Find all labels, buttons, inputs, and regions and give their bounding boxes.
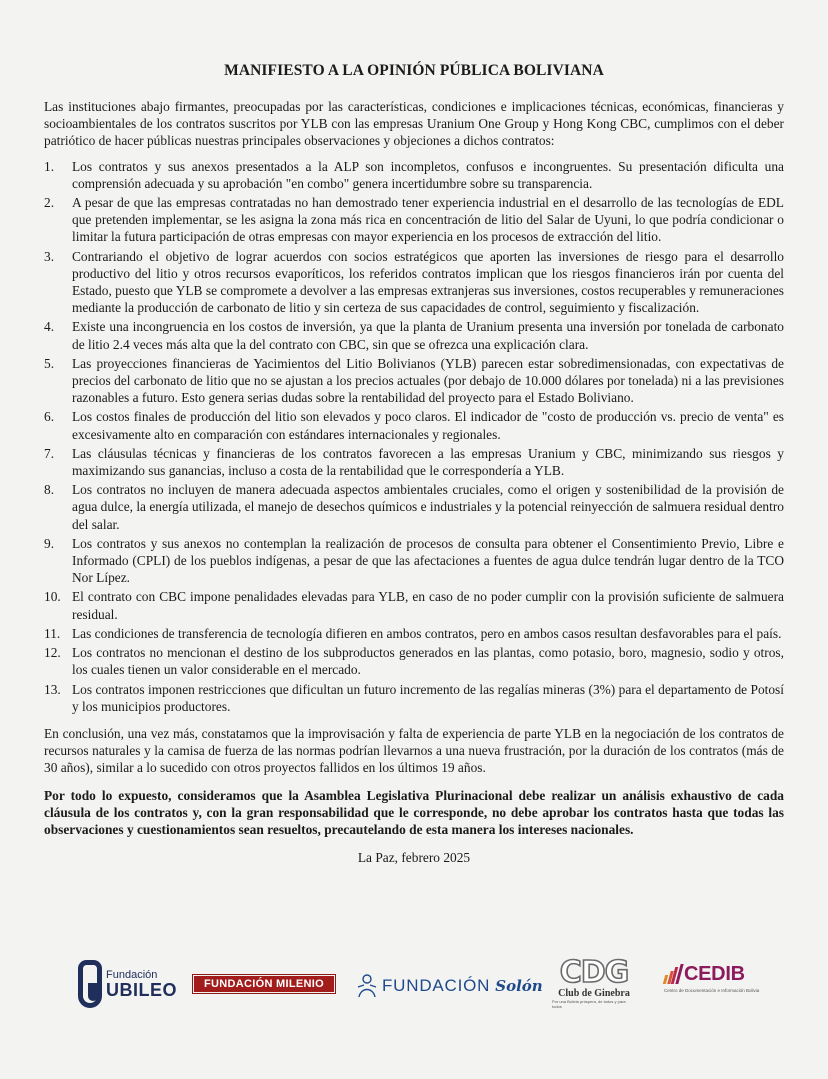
observation-item bbox=[44, 625, 784, 642]
observation-item bbox=[44, 481, 784, 533]
solon-text: FUNDACIÓN bbox=[382, 976, 491, 995]
observation-item bbox=[44, 248, 784, 317]
cedib-word: CEDIB bbox=[684, 963, 745, 985]
observation-text: Los contratos y sus anexos no contemplan la realización de procesos de consulta para obtener el Consentimiento Previo, Libre e Informado (CPLI) de los pueblos indígenas, a pesar de que las afectaciones a fuentes de agua dulce tendrán lugar dentro de la TCO Nor Lípez. bbox=[72, 535, 784, 586]
observation-item bbox=[44, 318, 784, 352]
jubileo-small-text: Fundación bbox=[106, 968, 158, 981]
cdg-tagline: Por una Bolivia próspera, de todos y para todos bbox=[552, 999, 626, 1009]
solon-signature: Solón bbox=[495, 977, 543, 995]
observation-text: Los contratos no incluyen de manera adecuada aspectos ambientales cruciales, como el origen y sostenibilidad de la provisión de agua dulce, la energía utilizada, el manejo de desechos químicos e industriales y la potencial reinyección de salmuera residual dentro del salar. bbox=[72, 482, 784, 532]
observation-item bbox=[44, 355, 784, 407]
observation-number: 7. bbox=[44, 445, 55, 461]
observations-list bbox=[44, 158, 784, 715]
observation-text: Existe una incongruencia en los costos de inversión, ya que la planta de Uranium presenta una inversión por tonelada de carbonato de litio 2.4 veces más alta que la del contrato con CBC, sin que se ofrezca una explicación clara. bbox=[72, 319, 784, 352]
jubileo-big-text: UBILEO bbox=[106, 979, 178, 1000]
observation-item bbox=[44, 644, 784, 678]
cedib-bars-icon bbox=[664, 964, 682, 984]
observation-number: 9. bbox=[44, 535, 55, 551]
observation-item bbox=[44, 158, 784, 192]
observation-text: Las proyecciones financieras de Yacimientos del Litio Bolivianos (YLB) parecen estar sobredimensionadas, con expectativas de precios del carbonato de litio que no se ajustan a los precios actuales (por debajo de 10.000 dólares por tonelada) ni a las previsiones razonables a futuro. Esto genera serias dudas sobre la rentabilidad del proyecto para el Estado Boliviano. bbox=[72, 355, 784, 406]
observation-text: Las cláusulas técnicas y financieras de los contratos favorecen a las empresas Uranium y CBC, minimizando sus riesgos y maximizando sus ganancias, incluso a costa de la rentabilidad que le correspondería a YLB. bbox=[72, 445, 784, 479]
jubileo-mark-icon bbox=[78, 960, 102, 1008]
observation-text: Los costos finales de producción del litio son elevados y poco claros. El indicador de "costo de producción vs. precio de venta" es excesivamente alto en comparación con estándares internacionales y regionales. bbox=[72, 409, 784, 442]
observation-text: El contrato con CBC impone penalidades elevadas para YLB, en caso de no poder cumplir con la provisión suficiente de salmuera residual. bbox=[72, 589, 784, 622]
fundacion-milenio-logo bbox=[192, 974, 336, 994]
document-title: MANIFIESTO A LA OPINIÓN PÚBLICA BOLIVIANA bbox=[224, 62, 604, 79]
observation-number: 1. bbox=[44, 158, 55, 174]
observation-number: 6. bbox=[44, 409, 55, 425]
observation-text: Contrariando el objetivo de lograr acuerdos con socios estratégicos que aporten las inversiones de riesgo para el desarrollo productivo del litio y otros recursos evaporíticos, los referidos contratos implican que los riesgos financieros irán por cuenta del Estado, puesto que YLB se compromete a devolver a las empresas extranjeras sus inversiones, costos recuperables y remuneraciones mediante la producción de carbonato de litio y sin certeza de sus capacidades de control, seguimiento y fiscalización. bbox=[72, 248, 784, 316]
closing-paragraph: Por todo lo expuesto, consideramos que la Asamblea Legislativa Plurinacional debe realizar un análisis exhaustivo de cada cláusula de los contratos y, con la gran responsabilidad que le corresponde, no debe aprobar los contratos hasta que todas las observaciones y cuestionamientos sean resueltos, precautelando de esta manera los intereses nacionales. bbox=[44, 787, 784, 837]
conclusion-paragraph: En conclusión, una vez más, constatamos que la improvisación y falta de experiencia de parte YLB en la negociación de los contratos de recursos naturales y la camisa de fuerza de las normas podrían llevarnos a una nueva frustración, por la duración de los contratos (más de 30 años), similar a lo sucedido con otros proyectos fallidos en los últimos 19 años. bbox=[44, 725, 784, 776]
fundacion-jubileo-logo bbox=[78, 956, 177, 1012]
observation-number: 8. bbox=[44, 482, 55, 498]
observation-text: Los contratos y sus anexos presentados a la ALP son incompletos, confusos e incongruentes. Su presentación dificulta una comprensión adecuada y su aprobación "en combo" genera incertidumbre sobre su transparencia. bbox=[72, 158, 784, 191]
observation-item bbox=[44, 681, 784, 715]
intro-paragraph: Las instituciones abajo firmantes, preocupadas por las características, condiciones e implicaciones técnicas, económicas, financieras y socioambientales de los contratos suscritos por YLB con las empresas Uranium One Group y Hong Kong CBC, cumplimos con el deber patriótico de hacer públicas nuestras principales observaciones y objeciones a dichos contratos: bbox=[44, 99, 784, 149]
observation-item bbox=[44, 194, 784, 246]
observation-number: 5. bbox=[44, 355, 55, 371]
observation-number: 13. bbox=[44, 681, 61, 697]
observation-number: 4. bbox=[44, 319, 55, 335]
observation-number: 3. bbox=[44, 248, 55, 264]
observation-number: 2. bbox=[44, 195, 55, 211]
cdg-name: Club de Ginebra bbox=[558, 988, 630, 999]
cdg-letters: CDG bbox=[559, 955, 629, 990]
observation-text: Los contratos imponen restricciones que dificultan un futuro incremento de las regalías mineras (3%) para el departamento de Potosí y los municipios productores. bbox=[72, 681, 784, 714]
observation-item bbox=[44, 535, 784, 587]
observation-number: 10. bbox=[44, 589, 61, 605]
signatory-logos bbox=[60, 956, 768, 1016]
club-de-ginebra-logo bbox=[552, 955, 636, 1009]
observation-text: Las condiciones de transferencia de tecnología difieren en ambos contratos, pero en ambos casos resultan desfavorables para el país. bbox=[72, 625, 782, 641]
place-date: La Paz, febrero 2025 bbox=[357, 850, 471, 866]
cedib-subtitle: Centro de Documentación e Información Bolivia bbox=[664, 988, 760, 993]
observation-number: 12. bbox=[44, 645, 61, 661]
milenio-text: FUNDACIÓN MILENIO bbox=[194, 976, 334, 992]
cedib-logo bbox=[664, 964, 764, 993]
fundacion-solon-logo bbox=[356, 968, 543, 1004]
observation-item bbox=[44, 588, 784, 622]
solon-figure-icon bbox=[356, 973, 378, 999]
observation-number: 11. bbox=[44, 625, 61, 641]
observation-text: Los contratos no mencionan el destino de los subproductos generados en las plantas, como potasio, boro, magnesio, sodio y otros, los cuales tienen un valor considerable en el mercado. bbox=[72, 645, 784, 678]
observation-text: A pesar de que las empresas contratadas no han demostrado tener experiencia industrial en el desarrollo de las tecnologías de EDL que pretenden implementar, se les asigna la zona más rica en concentración de litio del Salar de Uyuni, lo que podría condicionar o limitar la futura participación de otras empresas con mayor experiencia en los procesos de extracción del litio. bbox=[72, 195, 784, 245]
observation-item bbox=[44, 445, 784, 479]
observation-item bbox=[44, 408, 784, 442]
